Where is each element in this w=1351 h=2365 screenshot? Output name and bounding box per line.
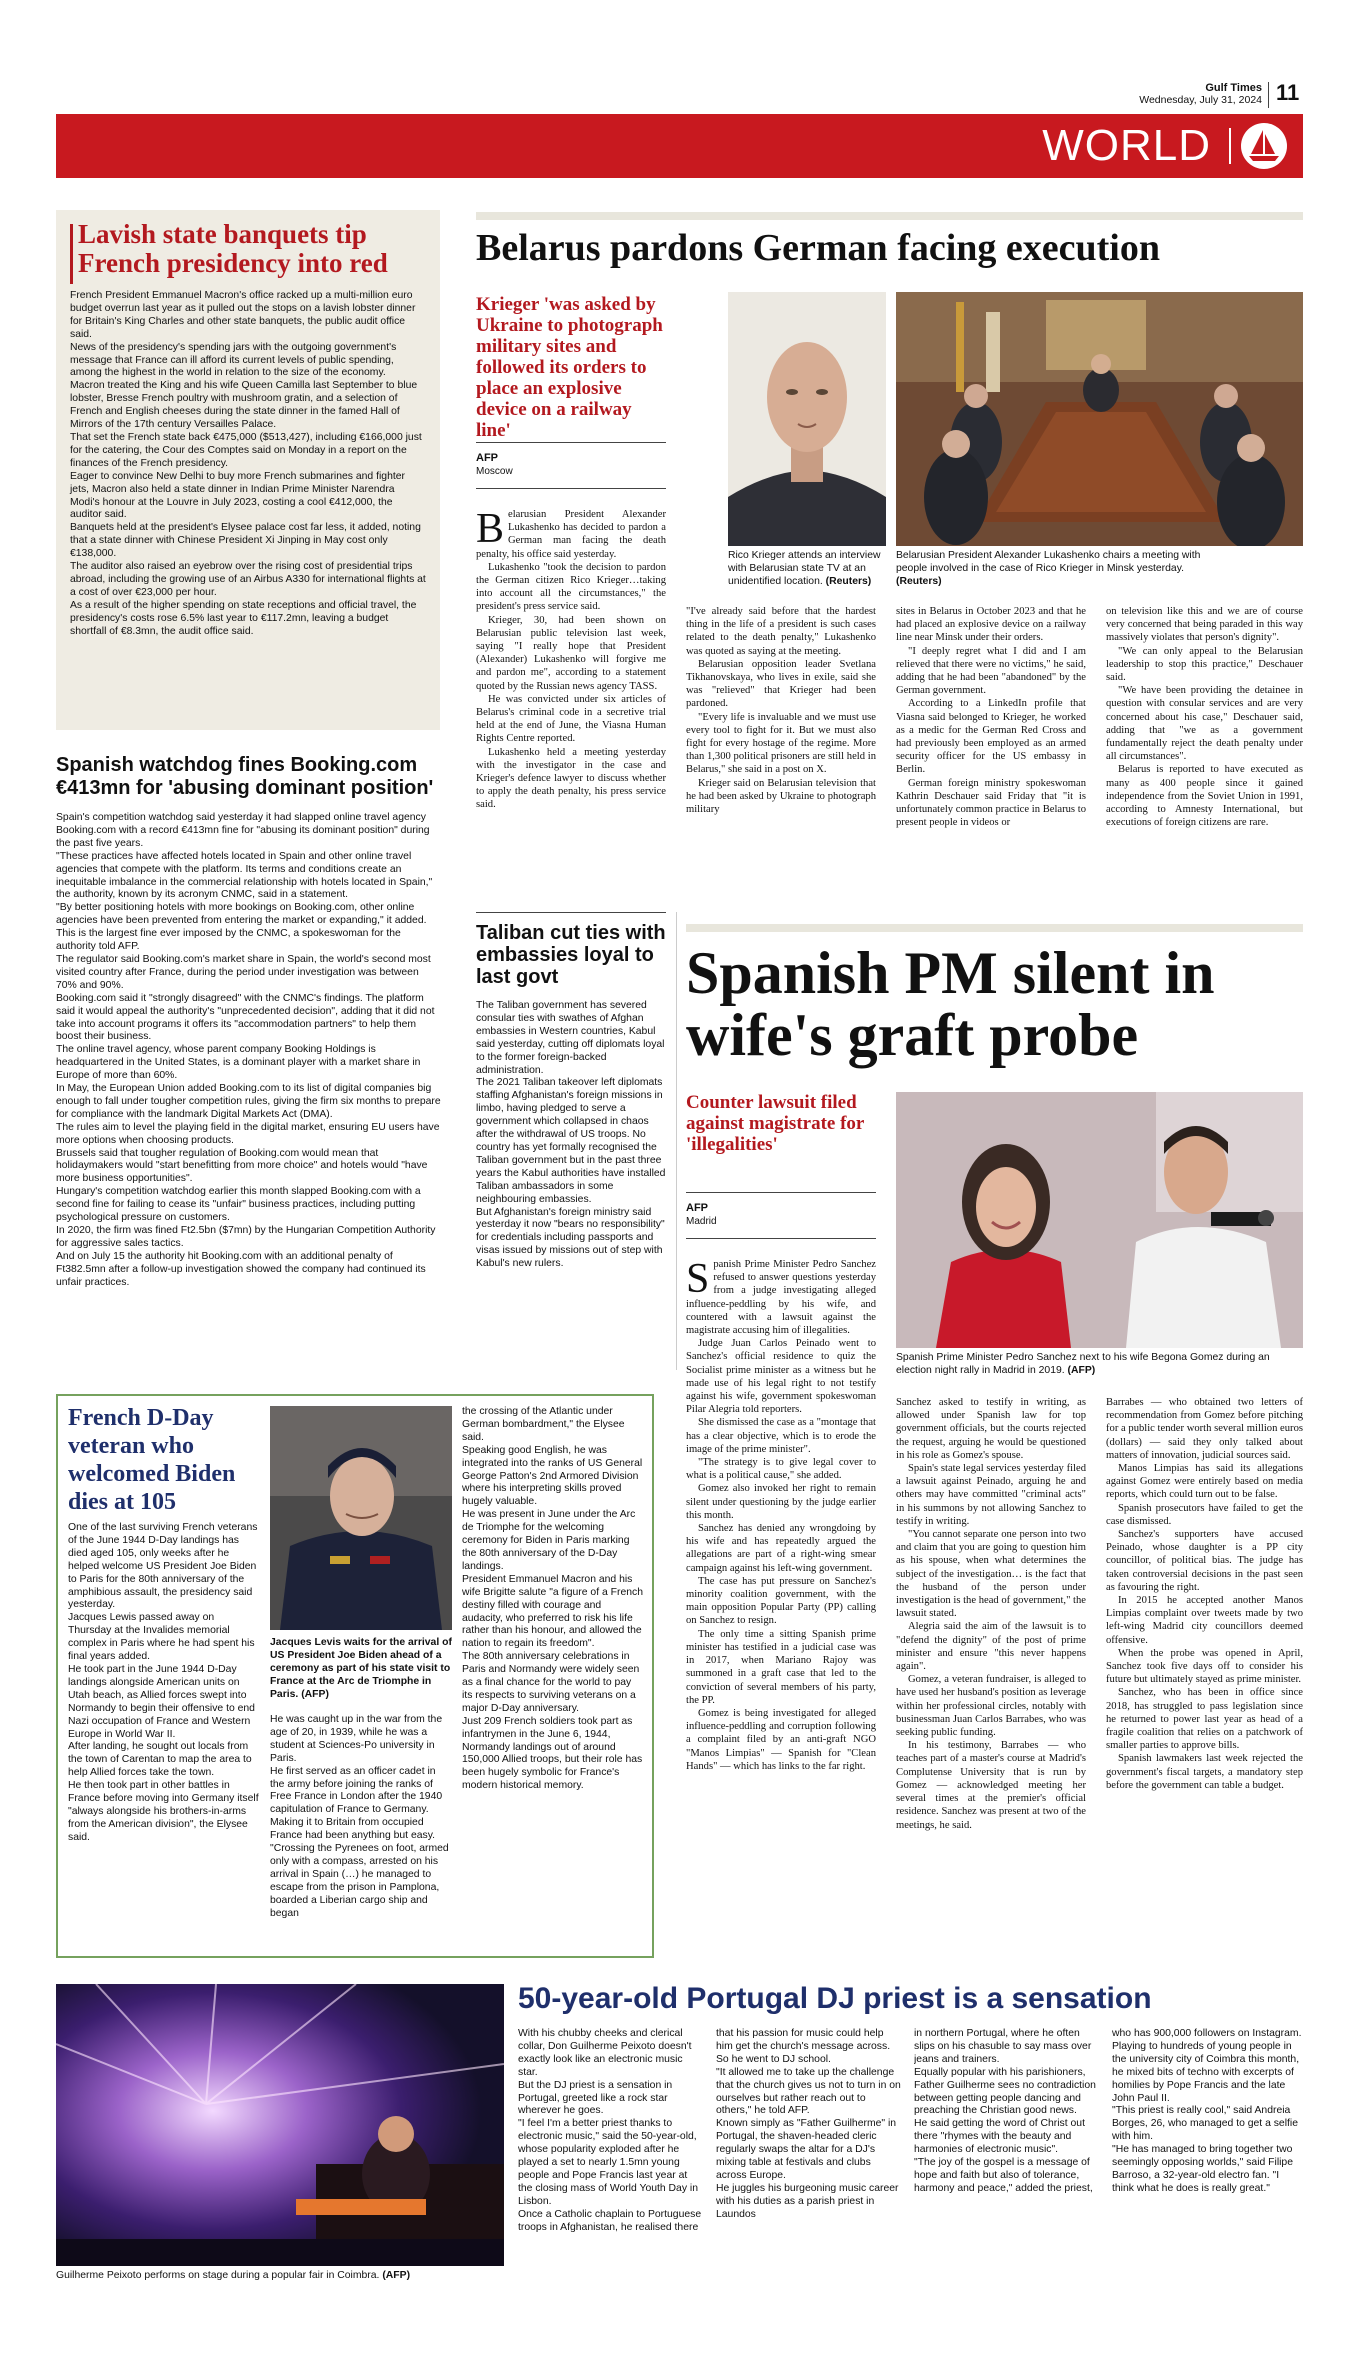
spain-col-1: Spanish Prime Minister Pedro Sanchez refused to answer questions yesterday from a judge investigating alleged influence-peddling by his wife, and countered with a lawsuit against the magistrate accusing him of illegalities. Judge Juan Carlos Peinado went to Sanchez's official residence to quiz the Socialist prime minister as a witness but he made use of his legal right to not testify against his wife, government spokeswoman Pilar Alegria told reporters. She dismissed the case as a "montage that has a clear objective, which is to erode the image of the prime minister". "The strategy is to give legal cover to what is a political cause," she added. Gomez also invoked her right to remain silent under questioning by the judge earlier this month. Sanchez has denied any wrongdoing by his wife and has repeatedly argued the allegations are part of a right-wing smear campaign against his left-wing government. The case has put pressure on Sanchez's minority coalition government, with the main opposition Popular Party (PP) calling on Sanchez to resign. The only time a sitting Spanish prime minister has testified in a judicial case was in 2017, when Mariano Rajoy was summoned in a graft case that led to the conviction of several members of his party, the PP. Gomez is being investigated for alleged influence-peddling and corruption following a complaint filed by an anti-graft NGO "Manos Limpias" — Spanish for "Clean Hands" — which has links to the far right.	[686, 1258, 876, 1772]
krieger-photo	[728, 292, 886, 546]
portugal-headline: 50-year-old Portugal DJ priest is a sensation	[518, 1982, 1152, 2015]
spain-headline: Spanish PM silent in wife's graft probe	[686, 940, 1215, 1068]
spain-subhead: Counter lawsuit filed against magistrate for 'illegalities'	[686, 1092, 865, 1155]
booking-headline: Spanish watchdog fines Booking.com €413mn for 'abusing dominant position'	[56, 754, 434, 799]
belarus-col-2: "I've already said before that the hardest thing in the life of a president is such cases related to the death penalty," Lukashenko was quoted as saying at the meeting. Belarusian opposition leader Svetlana Tikhanovskaya, who lives in exile, said she was "relieved" that Krieger had been pardoned. "Every life is invaluable and we must use every tool to fight for it. But we must also fight for every hostage of the regime. More than 1,300 political prisoners are still held in Belarus," she said in a post on X. Krieger said on Belarusian television that he had been asked by Ukraine to photograph military	[686, 606, 876, 816]
dday-col-2: He was caught up in the war from the age of 20, in 1939, while he was a student at Sciences-Po university in Paris. He first served as an officer cadet in the army before joining the ranks of Free France in London after the 1940 capitulation of France to Germany. Making it to Britain from occupied France had been anything but easy. "Crossing the Pyrenees on foot, armed only with a compass, arrested on his arrival in Spain (…) he managed to escape from the prison in Pamplona, boarded a Liberian cargo ship and began	[270, 1714, 449, 1919]
dj-priest-caption: Guilherme Peixoto performs on stage during a popular fair in Coimbra. (AFP)	[56, 2270, 411, 2281]
belarus-top-bar	[476, 212, 1303, 220]
portugal-col-3: in northern Portugal, where he often slips on his chasuble to say mass over jeans and trainers. Equally popular with his parishioners, Father Guilherme sees no contradiction between getting people dancing and preaching the Christian good news. He said getting the word of Christ out there "rhymes with the beauty and harmonies of electronic music". "The joy of the gospel is a message of hope and faith but also of tolerance, harmony and peace," added the priest,	[914, 2028, 1096, 2194]
taliban-body: The Taliban government has severed consular ties with swathes of Afghan embassies in Western countries, Kabul said yesterday, cutting off diplomats loyal to the former foreign-backed administration. The 2021 Taliban takeover left diplomats staffing Afghanistan's foreign missions in limbo, having pledged to serve a government which collapsed in chaos after the withdrawal of US troops. No country has yet formally recognised the Taliban government but in the past three years the Kabul authorities have installed Taliban ambassadors in some neighbouring embassies. But Afghanistan's foreign ministry said yesterday it now "bears no responsibility" for credentials including passports and visas issued by missions out of step with Kabul's new rulers.	[476, 1000, 666, 1270]
belarus-subhead: Krieger 'was asked by Ukraine to photograph military sites and followed its orders to place an explosive device on a railway line'	[476, 294, 663, 441]
belarus-byline: AFP Moscow	[476, 452, 513, 477]
sanchez-caption: Spanish Prime Minister Pedro Sanchez next to his wife Begona Gomez during an election night rally in Madrid in 2019. (AFP)	[896, 1352, 1270, 1376]
portugal-col-4: who has 900,000 followers on Instagram. Playing to hundreds of young people in the university city of Coimbra this month, he mixed bits of techno with excerpts of homilies by Pope Francis and the late John Paul II. "This priest is really cool," said Andreia Borges, 26, who managed to get a selfie with him. "He has managed to bring together two seemingly opposing worlds," said Filipe Barroso, a 32-year-old electro fan. "I think what he does is really great."	[1112, 2028, 1302, 2194]
krieger-caption: Rico Krieger attends an interview with Belarusian state TV at an unidentified location. (Reuters)	[728, 550, 881, 587]
spain-subhead-rule	[686, 1192, 876, 1193]
taliban-headline: Taliban cut ties with embassies loyal to last govt	[476, 922, 666, 988]
portugal-col-2: that his passion for music could help him get the church's message across. So he went to DJ school. "It allowed me to take up the challenge that the church gives us not to turn in on ourselves but rather reach out to others," he told AFP. Known simply as "Father Guilherme" in Portugal, the shaven-headed cleric regularly swaps the altar for a DJ's mixing table at festivals and clubs across Europe. He juggles his burgeoning music career with his duties as a parish priest in Laundos	[716, 2028, 901, 2220]
page-number: 11	[1276, 80, 1300, 105]
belarus-subhead-rule	[476, 442, 666, 443]
issue-date: Wednesday, July 31, 2024	[1139, 94, 1262, 106]
belarus-col-4: on television like this and we are of course very concerned that being paraded in this way massively violates that person's dignity". "We can only appeal to the Belarusian leadership to stop this practice," Deschauer said. "We have been providing the detainee in question with consular services and are very concerned about his case," Deschauer said, adding that "we as a government fundamentally reject the death penalty under all circumstances". Belarus is reported to have executed as many as 400 people since it gained independence from the Soviet Union in 1991, according to Amnesty International, but executions of foreign citizens are rare.	[1106, 606, 1303, 829]
booking-body: Spain's competition watchdog said yesterday it had slapped online travel agency Booking.com with a record €413mn fine for "abusing its dominant position" during the past five years. "These practices have affected hotels located in Spain and other online travel agencies that compete with the platform. Its terms and conditions create an inequitable imbalance in the commercial relationship with hotels located in Spain," the authority, known by its acronym CNMC, said in a statement. "By better positioning hotels with more bookings on Booking.com, other online agencies have been prevented from entering the market or expanding," it added. This is the largest fine ever imposed by the CNMC, a spokeswoman for the authority told AFP. The regulator said Booking.com's market share in Spain, the world's second most visited country after France, during the period under investigation was between 70% and 90%. Booking.com said it "strongly disagreed" with the CNMC's findings. The platform said it would appeal the authority's "unprecedented decision", adding that it did not take into account programs it offers its "accommodation partners" to help them boost their business. The online travel agency, whose parent company Booking Holdings is headquartered in the United States, is a dominant player with a market share in Europe of more than 60%. In May, the European Union added Booking.com to its list of digital companies big enough to fall under tougher competition rules, giving the firm six months to prepare for compliance with the landmark Digital Markets Act (DMA). The rules aim to level the playing field in the digital market, ensuring EU users have more options when choosing products. Brussels said that tougher regulation of Booking.com would mean that holidaymakers would "start benefitting from more choice" and hotels would "have more business opportunities". Hungary's competition watchdog earlier this month slapped Booking.com with a second fine for failing to cease its "unfair" business practices, including putting psychological pressure on customers. In 2020, the firm was fined Ft2.5bn ($7mn) by the Hungarian Competition Authority for aggressive sales tactics. And on July 15 the authority hit Booking.com with an additional penalty of Ft382.5mn after a follow-up investigation showed the company had continued its unfair practices.	[56, 812, 441, 1288]
dj-priest-photo	[56, 1984, 504, 2266]
france-banquets-box	[56, 210, 440, 730]
section-title: WORLD	[1042, 121, 1211, 170]
belarus-headline: Belarus pardons German facing execution	[476, 227, 1160, 269]
taliban-column-divider	[676, 912, 677, 1370]
lukashenko-caption: Belarusian President Alexander Lukashenko chairs a meeting with people involved in the case of Rico Krieger in Minsk yesterday. (Reuters)	[896, 550, 1201, 587]
lukashenko-meeting-photo	[896, 292, 1303, 546]
portugal-col-1: With his chubby cheeks and clerical collar, Don Guilherme Peixoto doesn't exactly look like an electronic music star. But the DJ priest is a sensation in Portugal, greeted like a rock star wherever he goes. "I feel I'm a better priest thanks to electronic music," said the 50-year-old, whose popularity exploded after he played a set to nearly 1.5mn young people and Pope Francis last year at the closing mass of World Youth Day in Lisbon. Once a Catholic chaplain to Portuguese troops in Afghanistan, he realised there	[518, 2028, 702, 2233]
levis-caption: Jacques Levis waits for the arrival of US President Joe Biden ahead of a ceremony as part of his state visit to France at the Arc de Triomphe in Paris. (AFP)	[270, 1637, 452, 1700]
france-headline: Lavish state banquets tip French presidency into red	[78, 219, 388, 278]
spain-top-bar	[686, 924, 1303, 932]
taliban-top-rule	[476, 912, 666, 913]
boat-logo-icon	[1239, 121, 1289, 171]
spain-byline-rule	[686, 1238, 876, 1239]
france-body: French President Emmanuel Macron's office racked up a multi-million euro budget overrun last year as it pulled out the stops on a lavish lobster dinner for Britain's King Charles and other state banquets, the public audit office said. News of the presidency's spending jars with the outgoing government's message that France can ill afford its current levels of public spending, among the highest in the world in relation to the size of the economy. Macron treated the King and his wife Queen Camilla last September to blue lobster, Bresse French poultry with mushroom gratin, and a selection of French and English cheeses during the state dinner in the famed Hall of Mirrors of the 17th century Versailles Palace. That set the French state back €475,000 ($513,427), including €166,000 just for the catering, the Cour des Comptes said on Monday in a report on the finances of the French presidency. Eager to convince New Delhi to buy more French submarines and fighter jets, Macron also held a state dinner in Indian Prime Minister Narendra Modi's honour at the Louvre in July 2023, costing a cool €412,000, the auditor said. Banquets held at the president's Elysee palace cost far less, it added, noting that a state dinner with Chinese President Xi Jinping in May cost only €138,000. The auditor also raised an eyebrow over the rising cost of presidential trips abroad, including the growing use of an Airbus A330 for international flights at a cost of over €23,000 per hour. As a result of the higher spending on state receptions and official travel, the presidency's costs rose 6.5% last year to €117.2mn, leaving a budget shortfall of €8.3mn, the audit office said.	[70, 290, 426, 637]
dday-col-3: the crossing of the Atlantic under German bombardment," the Elysee said. Speaking good English, he was integrated into the ranks of US General George Patton's 2nd Armored Division where his interpreting skills proved hugely valuable. He was present in June under the Arc de Triomphe for the welcoming ceremony for Biden in Paris marking the 80th anniversary of the D-Day landings. President Emmanuel Macron and his wife Brigitte salute "a figure of a French destiny filled with courage and audacity, who preferred to risk his life rather than his honour, and allowed the nation to regain its freedom". The 80th anniversary celebrations in Paris and Normandy were widely seen as a final chance for the world to pay its respects to surviving veterans on a major D-Day anniversary. Just 209 French soldiers took part as infantrymen in the June 6, 1944, Normandy landings out of around 150,000 Allied troops, but their role has been hugely symbolic for France's modern historical memory.	[462, 1406, 643, 1792]
dday-box	[56, 1394, 654, 1958]
spain-col-3: Barrabes — who obtained two letters of recommendation from Gomez before pitching for a public tender worth several million euros (dollars) — said they only talked about matters of innovation, judicial sources said. Manos Limpias has said its allegations against Gomez were entirely based on media reports, which could turn out to be false. Spanish prosecutors have failed to get the case dismissed. Sanchez's supporters have accused Peinado, whose daughter is a PP city councillor, of political bias. The judge has taken controversial decisions in the past seen as favouring the right. In 2015 he accepted another Manos Limpias complaint over tweets made by two left-wing Madrid city councillors deemed offensive. When the probe was opened in April, Sanchez took five days off to consider his future but ultimately stayed as prime minister. Sanchez, who has been in office since 2018, has struggled to pass legislation since he returned to power last year as head of a fragile coalition that relies on a patchwork of smaller parties to approve bills. Spanish lawmakers last week rejected the government's fiscal targets, a mandatory step before the government can table a budget.	[1106, 1397, 1303, 1791]
belarus-col-1: Belarusian President Alexander Lukashenko has decided to pardon a German man facing the death penalty, his office said yesterday. Lukashenko "took the decision to pardon the German citizen Rico Krieger…taking into account all the circumstances," the president's press service said. Krieger, 30, had been shown on Belarusian public television last week, saying "I really hope that President (Alexander) Lukashenko will forgive me and pardon me", according to a statement quoted by the Russian news agency TASS. He was convicted under six articles of Belarus's criminal code in a secretive trial held at the end of June, the Viasna Human Rights Centre reported. Lukashenko held a meeting yesterday with the investigator in the case and Krieger's defence lawyer to discuss whether to apply the death penalty, his press service said.	[476, 508, 666, 811]
paper-name: Gulf Times	[1205, 82, 1262, 94]
spain-dropcap: S	[686, 1258, 710, 1302]
levis-photo	[270, 1406, 452, 1630]
belarus-col-3: sites in Belarus in October 2023 and that he had placed an explosive device on a railway line near Minsk under their orders. "I deeply regret what I did and I am relieved that there were no victims," he said, adding that he had been "abandoned" by the German government. According to a LinkedIn profile that Viasna said belonged to Krieger, he worked as a medic for the German Red Cross and had previously been employed as an armed security officer for the US embassy in Berlin. German foreign ministry spokeswoman Kathrin Deschauer said Friday that "it is unfortunately common practice in Belarus to present people in videos or	[896, 606, 1086, 829]
belarus-dropcap: B	[476, 508, 505, 552]
spain-col-2: Sanchez asked to testify in writing, as allowed under Spanish law for top government officials, but the courts rejected the request, arguing he would be questioned in his role as Gomez's spouse. Spain's state legal services yesterday filed a lawsuit against Peinado, arguing he and others may have committed "criminal acts" in his summons by not allowing Sanchez to testify in writing. "You cannot separate one person into two and claim that you are going to question him as his spouse, when what determines the subject of the investigation… is the fact that the husband of the person under investigation is the head of government," the lawsuit stated. Alegria said the aim of the lawsuit is to "defend the dignity" of the post of prime minister and ensure "this never happens again". Gomez, a veteran fundraiser, is alleged to have used her husband's position as leverage within her professional circles, notably with businessman Juan Carlos Barrabes, who was seeking public funding. In his testimony, Barrabes — who teaches part of a master's course at Madrid's Complutense University that is run by Gomez — acknowledged meeting her several times at the premier's official residence. Sanchez was present at two of the meetings, he said.	[896, 1397, 1086, 1831]
masthead-divider	[1268, 82, 1269, 108]
belarus-byline-rule	[476, 488, 666, 489]
dday-headline: French D-Day veteran who welcomed Biden dies at 105	[68, 1405, 236, 1515]
dday-col-1: One of the last surviving French veterans of the June 1944 D-Day landings has died aged 105, only weeks after he helped welcome US President Joe Biden to Paris for the 80th anniversary of the amphibious assault, the presidency said yesterday. Jacques Lewis passed away on Thursday at the Invalides memorial complex in Paris where he had spent his final years added. He took part in the June 1944 D-Day landings alongside American units on Utah beach, as Allied forces swept into Normandy to begin their offensive to end Nazi occupation of France and Western Europe in World War II. After landing, he sought out locals from the town of Carentan to map the area to help Allied forces take the town. He then took part in other battles in France before moving into Germany itself "always alongside his brothers-in-arms from the American division", the Elysee said.	[68, 1522, 259, 1843]
section-banner	[56, 114, 1303, 178]
masthead	[1030, 82, 1262, 106]
banner-divider	[1229, 128, 1231, 164]
france-headline-rule	[70, 224, 73, 284]
spain-byline: AFP Madrid	[686, 1202, 717, 1227]
sanchez-rally-photo	[896, 1092, 1303, 1348]
